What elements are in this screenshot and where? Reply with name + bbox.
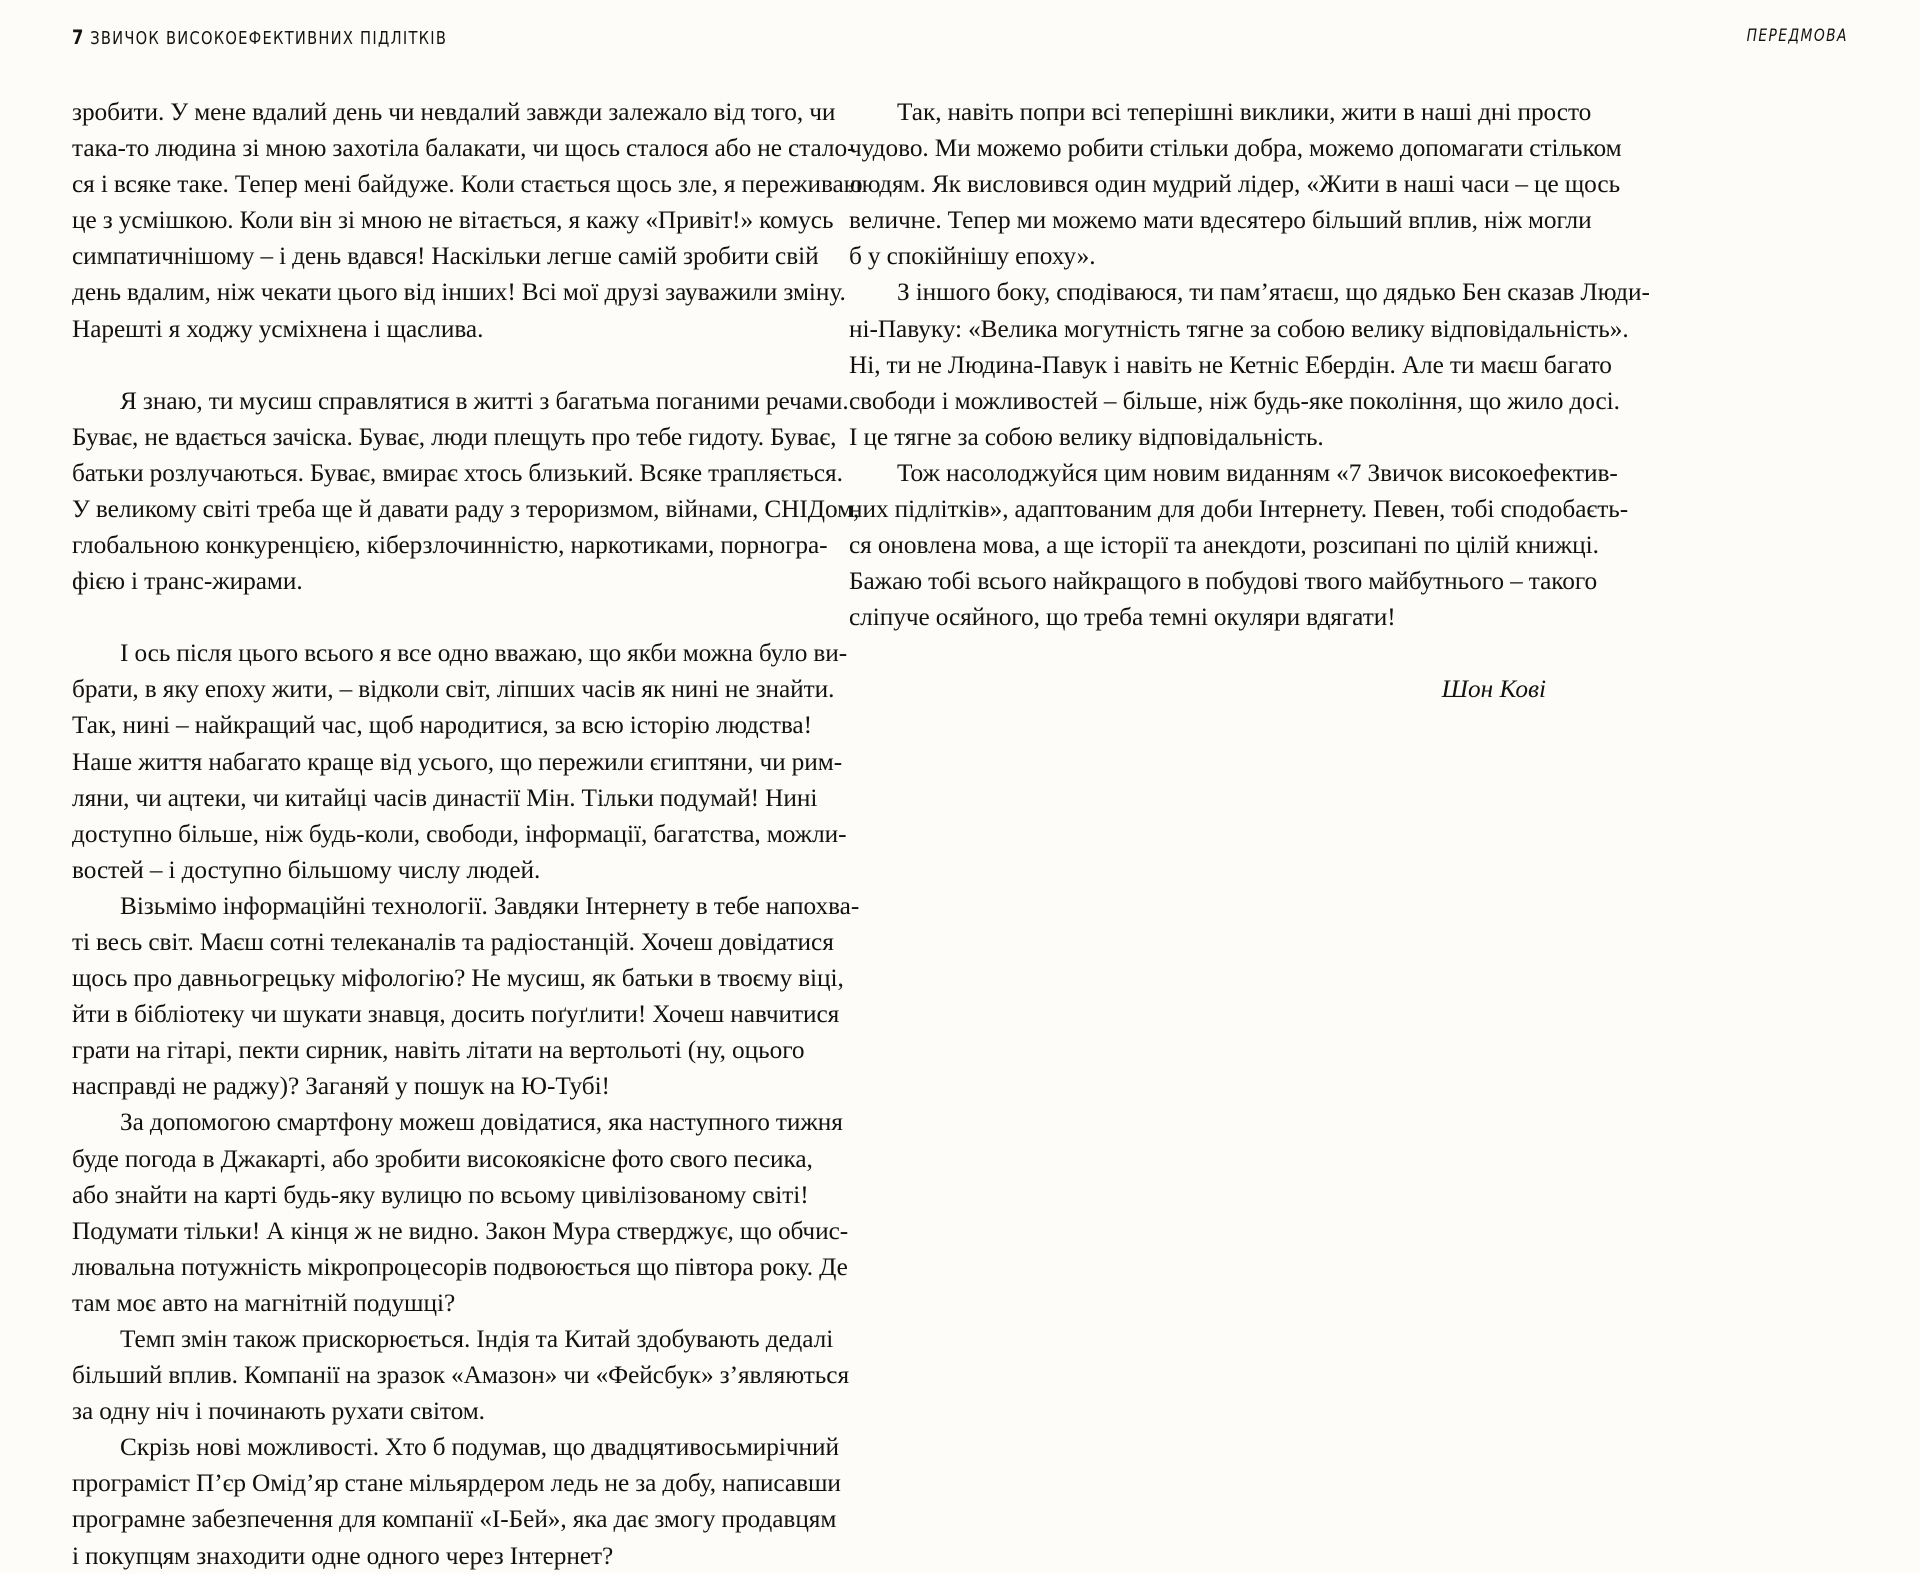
right-text-column	[849, 94, 1650, 1344]
text-line: і покупцям знаходити одне одного через Інтернет?	[72, 1541, 614, 1570]
text-line: востей – і доступно більшому числу людей.	[72, 855, 541, 884]
text-line: Нарешті я ходжу усміхнена і щаслива.	[72, 314, 484, 343]
text-line: ляни, чи ацтеки, чи китайці часів династії Мін. Тільки подумай! Нині	[72, 783, 818, 812]
paragraph	[849, 94, 1622, 274]
text-line: У великому світі треба ще й давати раду з тероризмом, війнами, СНІДом,	[72, 494, 860, 523]
paragraph	[72, 94, 863, 347]
text-line: чудово. Ми можемо робити стільки добра, можемо допомагати стільком	[849, 134, 1622, 163]
paragraph	[72, 1321, 850, 1429]
text-line: ті весь світ. Маєш сотні телеканалів та радіостанцій. Хочеш довідатися	[72, 927, 834, 956]
text-line: Так, навіть попри всі теперішні виклики, жити в наші дні просто	[897, 98, 1592, 126]
text-line: І ось після цього всього я все одно вважаю, що якби можна було ви-	[120, 639, 848, 668]
text-line: Ні, ти не Людина-Павук і навіть не Кетніс Ебердін. Але ти маєш багато	[849, 350, 1612, 379]
text-line: б у спокійнішу епоху».	[849, 242, 1096, 271]
running-head	[72, 26, 1848, 60]
running-head-left	[72, 26, 447, 49]
text-line: більший вплив. Компанії на зразок «Амазон» чи «Фейсбук» з’являються	[72, 1361, 850, 1390]
text-line: програміст П’єр Омід’яр стане мільярдером ледь не за добу, написавши	[72, 1469, 841, 1498]
text-line: програмне забезпечення для компанії «І-Бей», яка дає змогу продавцям	[72, 1505, 837, 1534]
text-line: За допомогою смартфону можеш довідатися, яка наступного тижня	[120, 1108, 843, 1137]
paragraph	[72, 1429, 841, 1573]
text-line: Я знаю, ти мусиш справлятися в житті з багатьма поганими речами.	[120, 386, 849, 415]
text-line: Візьмімо інформаційні технології. Завдяки Інтернету в тебе напохва-	[120, 891, 860, 920]
text-line: сліпуче осяйного, що треба темні окуляри вдягати!	[849, 603, 1396, 632]
text-line: така-то людина зі мною захотіла балакати, чи щось сталося або не стало-	[72, 134, 856, 163]
text-line: симпатичнішому – і день вдався! Наскільки легше самій зробити свій	[72, 242, 819, 271]
running-head-section: ПЕРЕДМОВА	[1746, 26, 1848, 45]
text-line: там моє авто на магнітній подушці?	[72, 1288, 456, 1317]
text-line: глобальною конкуренцією, кіберзлочинністю, наркотиками, порногра-	[72, 531, 828, 560]
text-line: Темп змін також прискорюється. Індія та Китай здобувають дедалі	[120, 1325, 834, 1353]
text-line: них підлітків», адаптованим для доби Інтернету. Певен, тобі сподобаєть-	[849, 495, 1629, 524]
text-line: насправді не раджу)? Заганяй у пошук на Ю-Тубі!	[72, 1072, 610, 1101]
text-line: зробити. У мене вдалий день чи невдалий завжди залежало від того, чи	[72, 98, 836, 126]
text-line: за одну ніч і починають рухати світом.	[72, 1397, 485, 1426]
running-head-book-title: ЗВИЧОК ВИСОКОЕФЕКТИВНИХ ПІДЛІТКІВ	[90, 29, 448, 49]
running-head-number: 7	[72, 26, 85, 49]
left-text-column	[72, 94, 863, 1570]
text-line: або знайти на карті будь-яку вулицю по всьому цивілізованому світі!	[72, 1180, 809, 1209]
text-line: ся і всяке таке. Тепер мені байдуже. Коли стається щось зле, я переживаю	[72, 170, 863, 199]
text-line: йти в бібліотеку чи шукати знавця, досить поґуґлити! Хочеш навчитися	[72, 1000, 840, 1029]
text-line: Бажаю тобі всього найкращого в побудові твого майбутнього – такого	[849, 567, 1598, 596]
paragraph	[72, 888, 860, 1105]
text-line: Так, нині – найкращий час, щоб народитися, за всю історію людства!	[72, 711, 812, 740]
text-line: З іншого боку, сподіваюся, ти пам’ятаєш, що дядько Бен сказав Люди-	[897, 278, 1650, 307]
text-line: величне. Тепер ми можемо мати вдесятеро більший вплив, ніж могли	[849, 206, 1592, 235]
text-line: буде погода в Джакарті, або зробити високоякісне фото свого песика,	[72, 1144, 813, 1173]
text-line: доступно більше, ніж будь-коли, свободи, інформації, багатства, можли-	[72, 819, 847, 848]
text-line: день вдалим, ніж чекати цього від інших! Всі мої друзі зауважили зміну.	[72, 278, 846, 307]
text-line: лювальна потужність мікропроцесорів подвоюється що півтора року. Де	[72, 1252, 848, 1281]
text-line: ні-Павуку: «Велика могутність тягне за собою велику відповідальність».	[849, 314, 1629, 343]
text-line: щось про давньогрецьку міфологію? Не мусиш, як батьки в твоєму віці,	[72, 964, 844, 993]
paragraph	[72, 1104, 849, 1321]
text-line: Подумати тільки! А кінця ж не видно. Закон Мура стверджує, що обчис-	[72, 1216, 849, 1245]
paragraph	[72, 383, 860, 600]
text-line: грати на гітарі, пекти сирник, навіть літати на вертольоті (ну, оцього	[72, 1036, 805, 1065]
text-line: Наше життя набагато краще від усього, що пережили єгиптяни, чи рим-	[72, 747, 843, 776]
author-signature: Шон Кові	[1441, 675, 1546, 704]
text-line: це з усмішкою. Коли він зі мною не вітається, я кажу «Привіт!» комусь	[72, 206, 834, 235]
text-line: Скрізь нові можливості. Хто б подумав, що двадцятивосьмирічний	[120, 1433, 839, 1462]
text-line: людям. Як висловився один мудрий лідер, «Жити в наші часи – це щось	[849, 170, 1621, 199]
text-line: Буває, не вдається зачіска. Буває, люди плещуть про тебе гидоту. Буває,	[72, 422, 837, 451]
text-line: І це тягне за собою велику відповідальність.	[849, 422, 1324, 451]
two-column-text-body	[72, 94, 1848, 1570]
text-line: батьки розлучаються. Буває, вмирає хтось близький. Всяке трапляється.	[72, 458, 843, 487]
paragraph	[72, 635, 848, 888]
text-line: ся оновлена мова, а ще історії та анекдоти, розсипані по цілій книжці.	[849, 531, 1599, 560]
paragraph	[849, 455, 1629, 635]
text-line: фією і транс-жирами.	[72, 567, 303, 596]
paragraph	[849, 274, 1650, 454]
text-line: Тож насолоджуйся цим новим виданням «7 Звичок високоефектив-	[897, 458, 1618, 487]
text-line: брати, в яку епоху жити, – відколи світ, ліпших часів як нині не знайти.	[72, 675, 835, 704]
text-line: свободи і можливостей – більше, ніж будь-яке покоління, що жило досі.	[849, 386, 1620, 415]
